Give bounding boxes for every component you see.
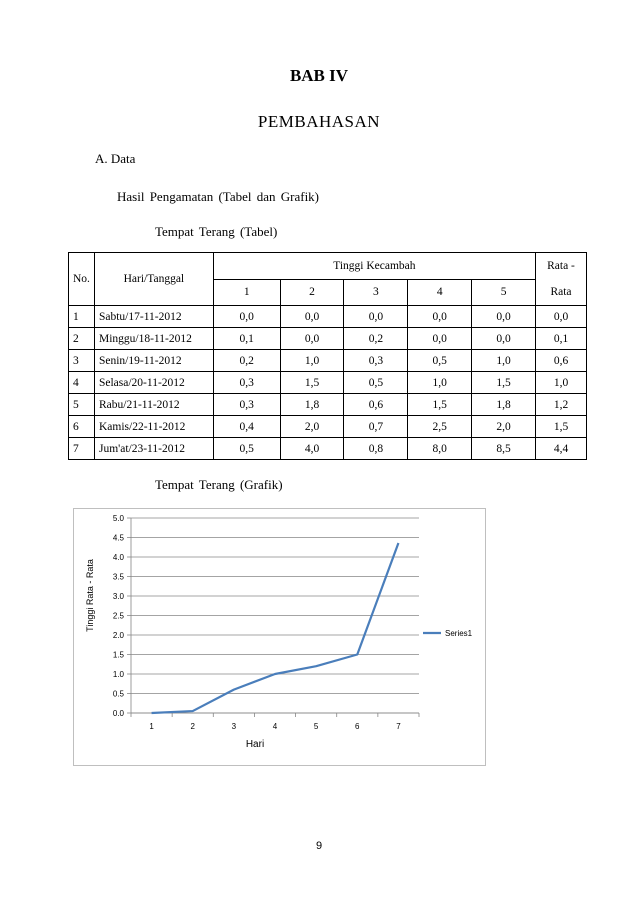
y-axis-label: Tinggi Rata - Rata [85, 559, 95, 632]
row-number-cell: 2 [69, 328, 95, 350]
chart-area [73, 508, 486, 766]
row-value-cell: 1,0 [472, 350, 536, 372]
subheader-cell: 3 [344, 279, 408, 306]
row-date-cell: Sabtu/17-11-2012 [94, 306, 213, 328]
row-date-cell: Jum'at/23-11-2012 [94, 438, 213, 460]
x-tick-label: 1 [149, 722, 154, 731]
row-value-cell: 0,4 [213, 416, 280, 438]
row-value-cell: 1,5 [536, 416, 587, 438]
x-tick-label: 3 [231, 722, 237, 731]
row-value-cell: 0,5 [344, 372, 408, 394]
row-value-cell: 0,7 [344, 416, 408, 438]
row-value-cell: 8,5 [472, 438, 536, 460]
row-value-cell: 0,0 [536, 306, 587, 328]
row-value-cell: 0,0 [408, 328, 472, 350]
x-tick-label: 7 [396, 722, 401, 731]
row-value-cell: 0,6 [344, 394, 408, 416]
row-value-cell: 1,5 [280, 372, 344, 394]
row-value-cell: 1,0 [536, 372, 587, 394]
row-value-cell: 0,5 [213, 438, 280, 460]
row-date-cell: Minggu/18-11-2012 [94, 328, 213, 350]
subheader-cell: 1 [213, 279, 280, 306]
y-tick-label: 3.5 [112, 572, 124, 582]
x-tick-label: 2 [190, 722, 195, 731]
subheader-cell: 4 [408, 279, 472, 306]
y-tick-label: 5.0 [112, 514, 124, 523]
row-value-cell: 0,6 [536, 350, 587, 372]
row-value-cell: 1,5 [472, 372, 536, 394]
series-line [152, 543, 399, 713]
table-row [69, 372, 587, 394]
y-tick-label: 2.0 [112, 631, 124, 640]
page-title: PEMBAHASAN [257, 112, 381, 131]
x-tick-label: 6 [355, 722, 360, 731]
row-value-cell: 0,0 [280, 306, 344, 328]
row-number-cell: 6 [69, 416, 95, 438]
row-value-cell: 1,5 [408, 394, 472, 416]
y-tick-label: 4.5 [112, 533, 124, 543]
row-number-cell: 5 [69, 394, 95, 416]
chart-caption: Tempat Terang (Grafik) [155, 477, 283, 492]
row-value-cell: 8,0 [408, 438, 472, 460]
row-value-cell: 0,0 [344, 306, 408, 328]
row-value-cell: 1,8 [472, 394, 536, 416]
chapter-heading: BAB IV [289, 66, 349, 85]
row-number-cell: 3 [69, 350, 95, 372]
y-tick-label: 3.0 [112, 592, 124, 601]
row-number-cell: 7 [69, 438, 95, 460]
y-tick-label: 0.0 [112, 709, 124, 718]
row-value-cell: 1,0 [280, 350, 344, 372]
row-value-cell: 0,0 [472, 328, 536, 350]
row-number-cell: 1 [69, 306, 95, 328]
y-tick-label: 4.0 [112, 553, 124, 562]
row-value-cell: 0,1 [536, 328, 587, 350]
row-value-cell: 0,0 [408, 306, 472, 328]
header-date: Hari/Tanggal [94, 253, 213, 306]
table-row [69, 394, 587, 416]
row-value-cell: 0,1 [213, 328, 280, 350]
subheader-cell: 2 [280, 279, 344, 306]
row-date-cell: Senin/19-11-2012 [94, 350, 213, 372]
row-date-cell: Rabu/21-11-2012 [94, 394, 213, 416]
row-value-cell: 4,0 [280, 438, 344, 460]
y-tick-label: 1.5 [112, 650, 124, 660]
row-date-cell: Kamis/22-11-2012 [94, 416, 213, 438]
x-tick-label: 4 [272, 722, 278, 731]
row-value-cell: 1,8 [280, 394, 344, 416]
legend-label: Series1 [445, 629, 473, 638]
y-tick-label: 2.5 [112, 611, 124, 621]
table-row [69, 328, 587, 350]
table-row [69, 306, 587, 328]
header-average: Rata - Rata [536, 253, 587, 306]
row-value-cell: 0,3 [213, 394, 280, 416]
x-tick-label: 5 [313, 722, 319, 731]
table-caption: Tempat Terang (Tabel) [155, 224, 278, 239]
row-value-cell: 0,2 [213, 350, 280, 372]
table-row [69, 416, 587, 438]
x-axis-label: Hari [245, 739, 265, 750]
row-value-cell: 4,4 [536, 438, 587, 460]
table-row [69, 438, 587, 460]
row-value-cell: 0,5 [408, 350, 472, 372]
row-value-cell: 2,0 [472, 416, 536, 438]
header-height-group: Tinggi Kecambah [213, 253, 535, 280]
line-chart [74, 509, 485, 765]
row-value-cell: 1,2 [536, 394, 587, 416]
y-tick-label: 0.5 [112, 689, 124, 699]
header-no: No. [69, 253, 95, 306]
row-value-cell: 0,8 [344, 438, 408, 460]
section-heading: A. Data [95, 151, 136, 166]
row-value-cell: 1,0 [408, 372, 472, 394]
row-value-cell: 0,2 [344, 328, 408, 350]
row-date-cell: Selasa/20-11-2012 [94, 372, 213, 394]
row-value-cell: 0,0 [280, 328, 344, 350]
row-value-cell: 0,0 [472, 306, 536, 328]
y-tick-label: 1.0 [112, 670, 124, 679]
row-value-cell: 0,3 [344, 350, 408, 372]
row-number-cell: 4 [69, 372, 95, 394]
page-number: 9 [315, 840, 323, 852]
subheader-cell: 5 [472, 279, 536, 306]
row-value-cell: 0,3 [213, 372, 280, 394]
table-row [69, 350, 587, 372]
row-value-cell: 2,0 [280, 416, 344, 438]
header-row [69, 253, 587, 280]
subsection-heading: Hasil Pengamatan (Tabel dan Grafik) [117, 189, 320, 204]
row-value-cell: 0,0 [213, 306, 280, 328]
row-value-cell: 2,5 [408, 416, 472, 438]
observation-table [68, 252, 587, 460]
